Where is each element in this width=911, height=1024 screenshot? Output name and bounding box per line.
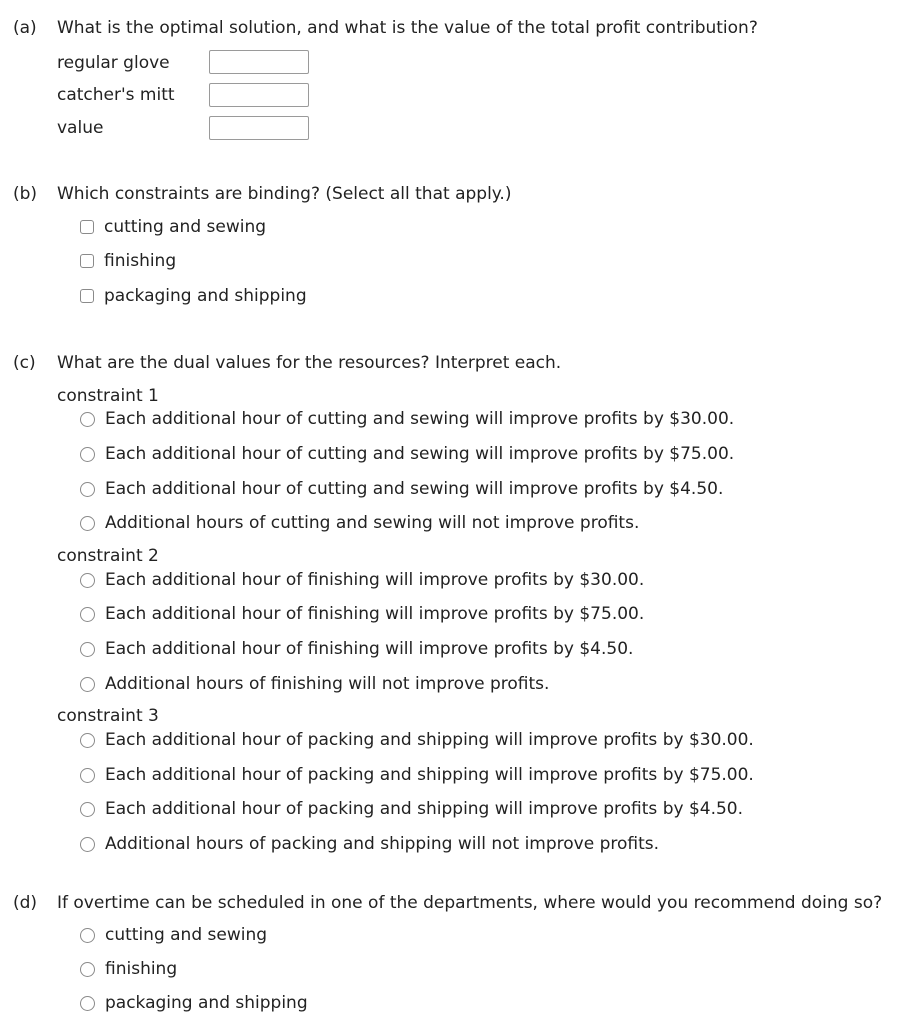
question-d-text: If overtime can be scheduled in one of the departments, where would you recommend doing so? (57, 893, 883, 913)
radio-button[interactable] (80, 573, 95, 588)
option-label: Additional hours of cutting and sewing will not improve profits. (105, 513, 640, 533)
constraint-2-option-1[interactable] (80, 570, 644, 590)
radio-button[interactable] (80, 447, 95, 462)
regular-glove-input[interactable] (209, 50, 309, 74)
binding-option-cutting-sewing[interactable] (80, 217, 266, 237)
overtime-option-packaging-shipping[interactable] (80, 993, 308, 1013)
radio-button[interactable] (80, 733, 95, 748)
checkbox-finishing[interactable] (80, 254, 94, 268)
constraint-3-option-2[interactable] (80, 765, 754, 785)
option-label: finishing (104, 251, 177, 271)
constraint-3-option-1[interactable] (80, 730, 754, 750)
option-label: Additional hours of finishing will not improve profits. (105, 674, 550, 694)
overtime-option-finishing[interactable] (80, 959, 177, 979)
question-a-text: What is the optimal solution, and what is the value of the total profit contribution? (57, 18, 758, 38)
checkbox-packaging-shipping[interactable] (80, 289, 94, 303)
radio-button[interactable] (80, 996, 95, 1011)
option-label: Each additional hour of cutting and sewing will improve profits by $75.00. (105, 444, 735, 464)
radio-button[interactable] (80, 482, 95, 497)
option-label: cutting and sewing (105, 925, 268, 945)
constraint-1-option-3[interactable] (80, 479, 723, 499)
constraint-3-option-4[interactable] (80, 834, 659, 854)
constraint-1-label: constraint 1 (57, 386, 159, 406)
constraint-2-option-4[interactable] (80, 674, 549, 694)
radio-button[interactable] (80, 837, 95, 852)
radio-button[interactable] (80, 928, 95, 943)
question-d-label: (d) (13, 893, 38, 913)
option-label: finishing (105, 959, 178, 979)
constraint-1-option-4[interactable] (80, 513, 639, 533)
overtime-option-cutting-sewing[interactable] (80, 925, 267, 945)
question-b-text: Which constraints are binding? (Select all that apply.) (57, 184, 512, 204)
regular-glove-label: regular glove (57, 53, 170, 73)
option-label: Additional hours of packing and shipping will not improve profits. (105, 834, 660, 854)
binding-option-packaging-shipping[interactable] (80, 286, 307, 306)
radio-button[interactable] (80, 607, 95, 622)
question-b-label: (b) (13, 184, 38, 204)
option-label: Each additional hour of packing and shipping will improve profits by $4.50. (105, 799, 744, 819)
binding-option-finishing[interactable] (80, 251, 176, 271)
value-label: value (57, 118, 104, 138)
constraint-1-option-1[interactable] (80, 409, 734, 429)
question-c-label: (c) (13, 353, 36, 373)
catchers-mitt-label: catcher's mitt (57, 85, 175, 105)
radio-button[interactable] (80, 412, 95, 427)
radio-button[interactable] (80, 642, 95, 657)
constraint-3-label: constraint 3 (57, 706, 159, 726)
constraint-3-option-3[interactable] (80, 799, 743, 819)
value-input[interactable] (209, 116, 309, 140)
radio-button[interactable] (80, 516, 95, 531)
radio-button[interactable] (80, 677, 95, 692)
option-label: packaging and shipping (105, 993, 308, 1013)
option-label: Each additional hour of finishing will improve profits by $30.00. (105, 570, 645, 590)
option-label: Each additional hour of packing and shipping will improve profits by $75.00. (105, 765, 754, 785)
constraint-2-label: constraint 2 (57, 546, 159, 566)
option-label: Each additional hour of cutting and sewing will improve profits by $4.50. (105, 479, 724, 499)
option-label: Each additional hour of cutting and sewing will improve profits by $30.00. (105, 409, 735, 429)
question-a-label: (a) (13, 18, 37, 38)
constraint-2-option-2[interactable] (80, 604, 644, 624)
radio-button[interactable] (80, 802, 95, 817)
question-c-text: What are the dual values for the resources? Interpret each. (57, 353, 562, 373)
option-label: Each additional hour of finishing will improve profits by $4.50. (105, 639, 634, 659)
checkbox-cutting-sewing[interactable] (80, 220, 94, 234)
option-label: Each additional hour of packing and shipping will improve profits by $30.00. (105, 730, 754, 750)
radio-button[interactable] (80, 962, 95, 977)
option-label: cutting and sewing (104, 217, 267, 237)
constraint-2-option-3[interactable] (80, 639, 633, 659)
option-label: Each additional hour of finishing will improve profits by $75.00. (105, 604, 645, 624)
radio-button[interactable] (80, 768, 95, 783)
constraint-1-option-2[interactable] (80, 444, 734, 464)
catchers-mitt-input[interactable] (209, 83, 309, 107)
option-label: packaging and shipping (104, 286, 307, 306)
